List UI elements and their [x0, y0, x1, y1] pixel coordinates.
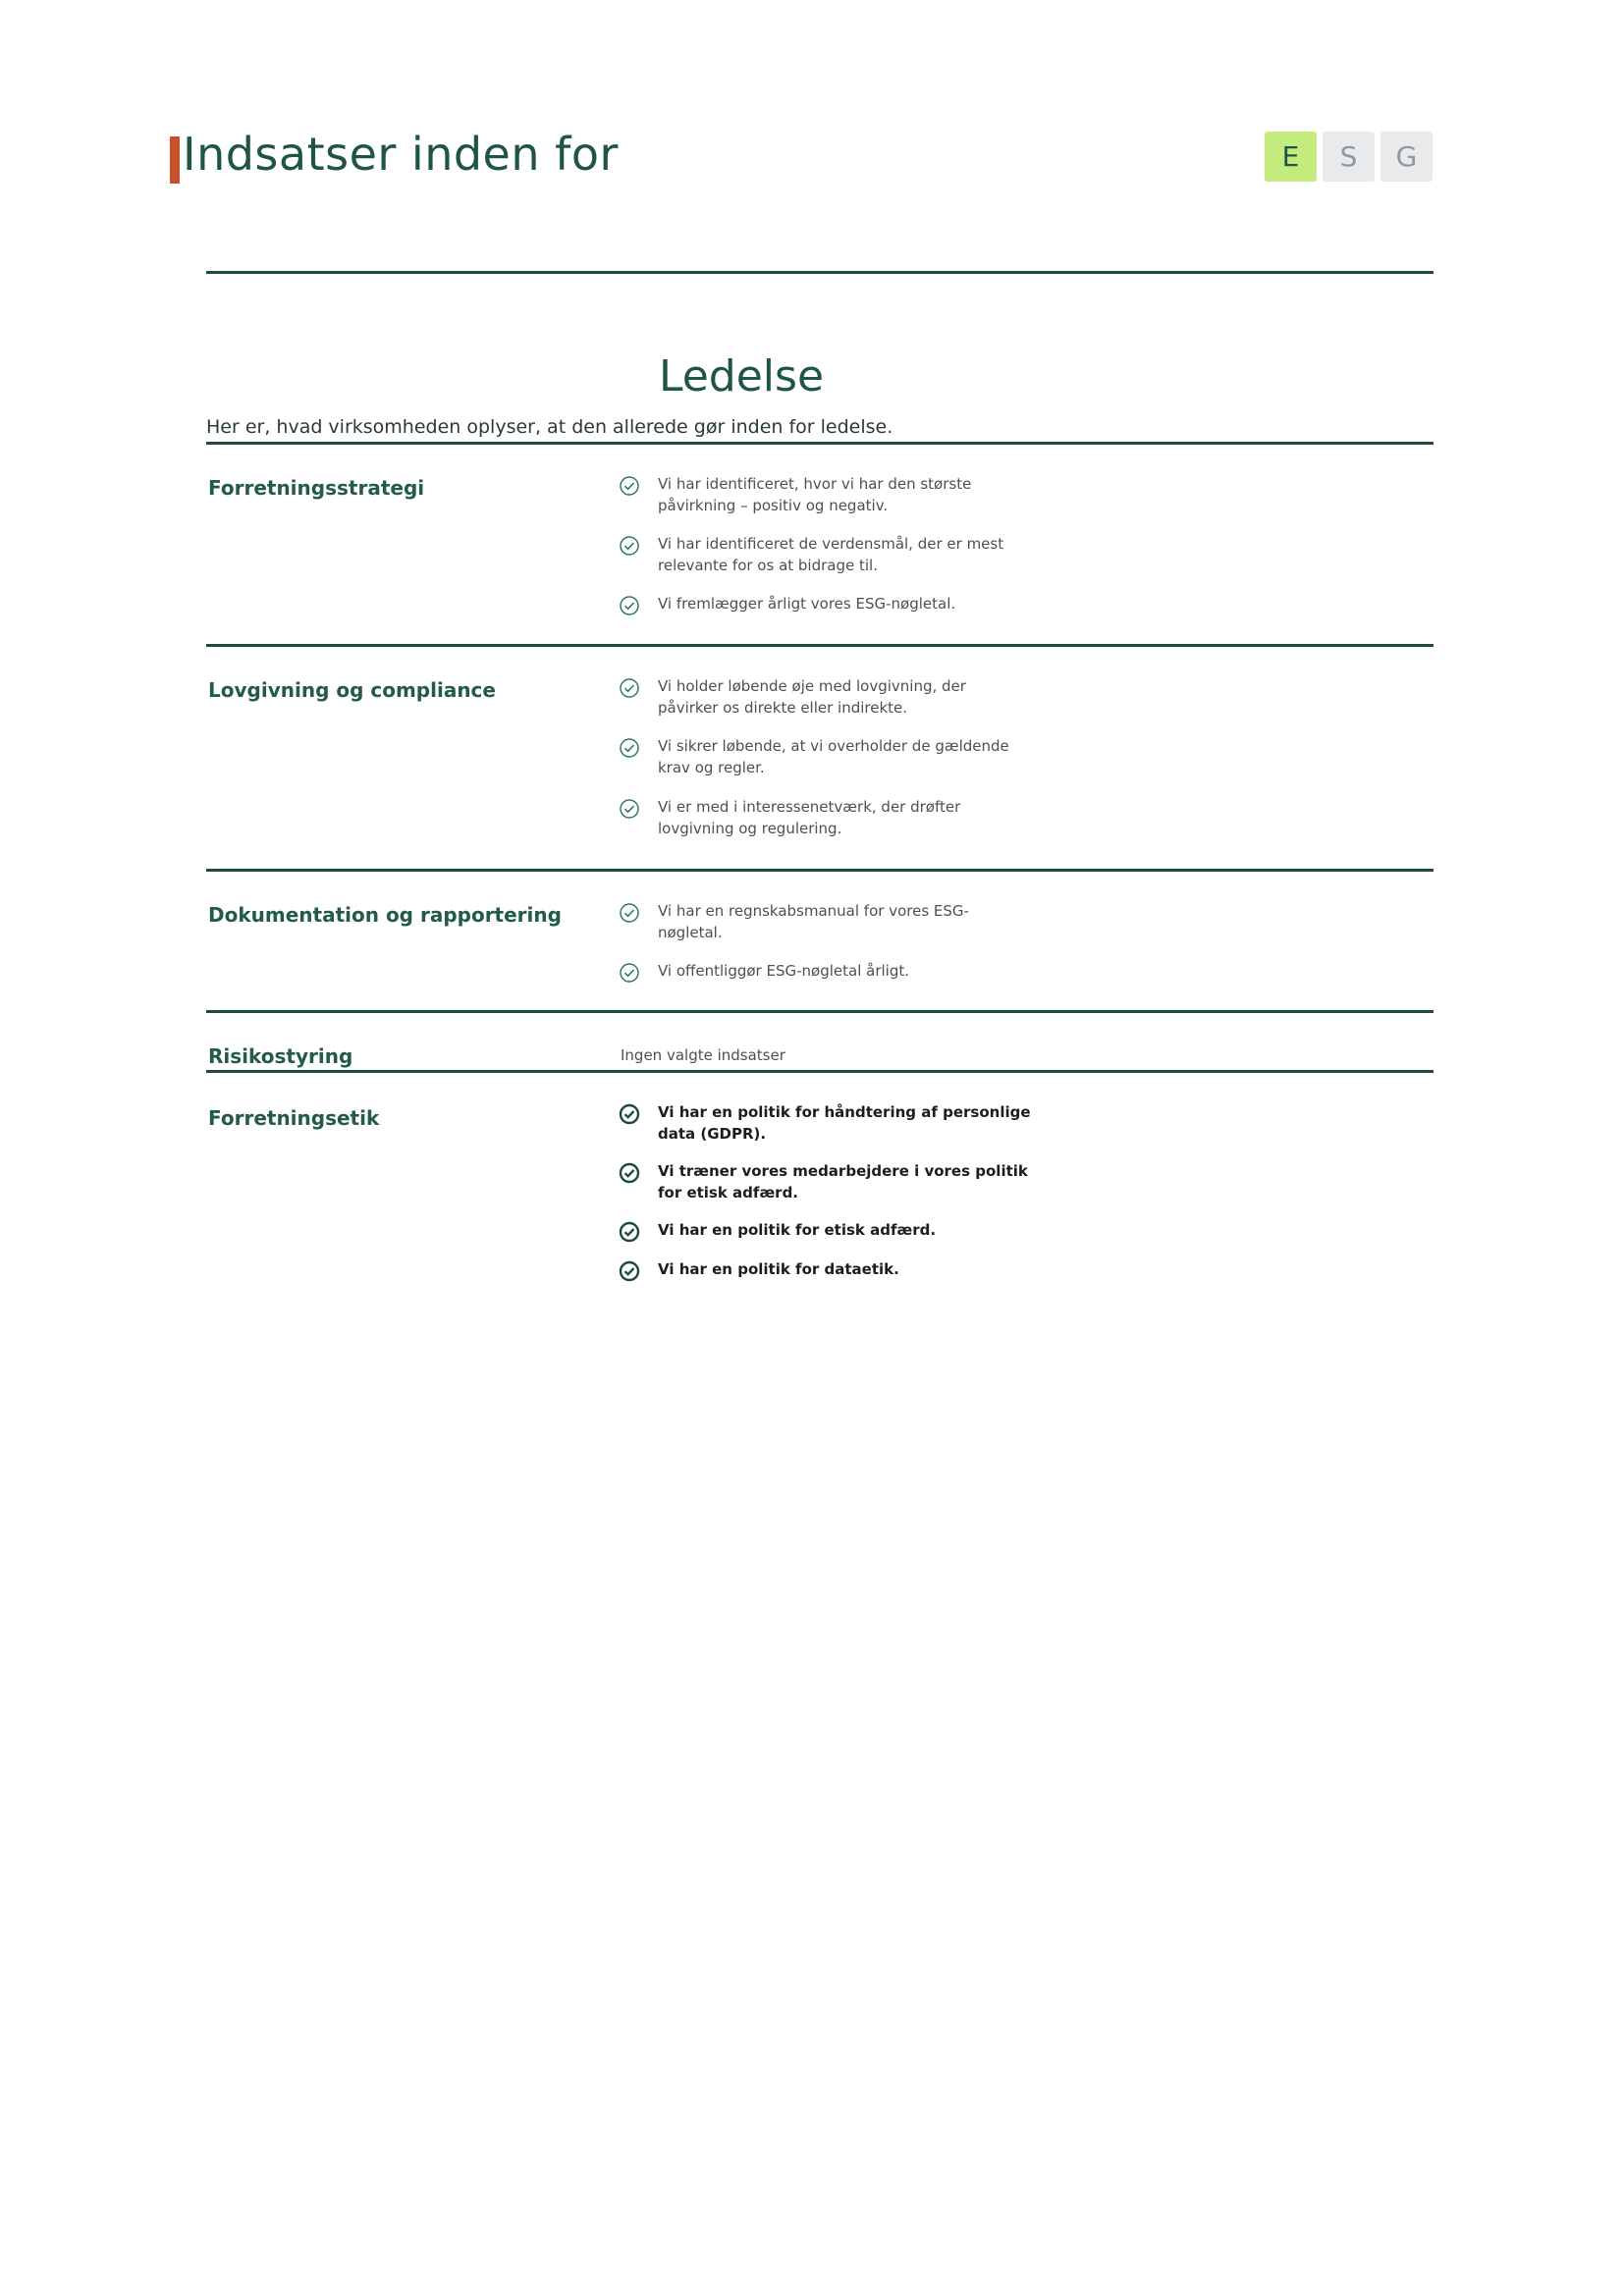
check-circle-icon — [619, 1221, 640, 1243]
list-item — [619, 796, 1031, 839]
list-item — [619, 473, 1031, 516]
list-item — [619, 593, 1031, 616]
item-text: Vi fremlægger årligt vores ESG-nøgletal. — [658, 595, 956, 613]
divider — [206, 869, 1434, 872]
category-risikostyring: Risikostyring — [208, 1044, 353, 1068]
divider — [206, 1070, 1434, 1073]
item-text: Vi har en politik for håndtering af personlige data (GDPR). — [658, 1103, 1031, 1143]
title-accent-bar — [170, 136, 180, 184]
divider — [206, 1010, 1434, 1013]
check-circle-icon — [619, 737, 640, 759]
tab-g[interactable]: G — [1380, 132, 1433, 182]
empty-state-text: Ingen valgte indsatser — [621, 1046, 785, 1064]
check-circle-icon — [619, 475, 640, 497]
check-circle-icon — [619, 902, 640, 924]
check-circle-icon — [619, 595, 640, 616]
esg-tabs — [1265, 132, 1433, 182]
item-text: Vi har en regnskabsmanual for vores ESG-nøgletal. — [658, 902, 969, 941]
item-text: Vi er med i interessenetværk, der drøfter lovgivning og regulering. — [658, 798, 961, 837]
check-circle-icon — [619, 798, 640, 820]
check-circle-icon — [619, 1162, 640, 1184]
list-item — [619, 1258, 1031, 1282]
check-circle-icon — [619, 535, 640, 557]
list-item — [619, 1219, 1031, 1243]
category-lovgivning-og-compliance: Lovgivning og compliance — [208, 678, 496, 702]
category-forretningsetik: Forretningsetik — [208, 1106, 380, 1130]
category-forretningsstrategi: Forretningsstrategi — [208, 476, 425, 500]
list-item — [619, 533, 1031, 576]
item-text: Vi har identificeret, hvor vi har den største påvirkning – positiv og negativ. — [658, 475, 972, 514]
list-item — [619, 900, 1031, 943]
check-circle-icon — [619, 1103, 640, 1125]
item-text: Vi træner vores medarbejdere i vores politik for etisk adfærd. — [658, 1162, 1028, 1201]
list-item — [619, 1160, 1031, 1203]
list-item — [619, 1101, 1031, 1145]
check-circle-icon — [619, 962, 640, 984]
item-text: Vi har identificeret de verdensmål, der er mest relevante for os at bidrage til. — [658, 535, 1004, 574]
item-text: Vi har en politik for dataetik. — [658, 1260, 899, 1278]
list-item — [619, 735, 1031, 778]
check-circle-icon — [619, 1260, 640, 1282]
list-item — [619, 960, 1031, 984]
divider — [206, 644, 1434, 647]
item-text: Vi holder løbende øje med lovgivning, der påvirker os direkte eller indirekte. — [658, 677, 966, 717]
item-text: Vi offentliggør ESG-nøgletal årligt. — [658, 962, 909, 980]
item-text: Vi sikrer løbende, at vi overholder de gældende krav og regler. — [658, 737, 1009, 776]
check-circle-icon — [619, 677, 640, 699]
section-heading: Ledelse — [658, 351, 825, 401]
tab-e[interactable]: E — [1265, 132, 1317, 182]
divider — [206, 442, 1434, 445]
section-intro: Her er, hvad virksomheden oplyser, at den allerede gør inden for ledelse. — [206, 416, 893, 438]
list-item — [619, 675, 1031, 719]
header-divider — [206, 271, 1434, 274]
category-dokumentation-og-rapportering: Dokumentation og rapportering — [208, 903, 562, 927]
page-title: Indsatser inden for — [183, 128, 619, 181]
item-text: Vi har en politik for etisk adfærd. — [658, 1221, 937, 1239]
tab-s[interactable]: S — [1323, 132, 1375, 182]
